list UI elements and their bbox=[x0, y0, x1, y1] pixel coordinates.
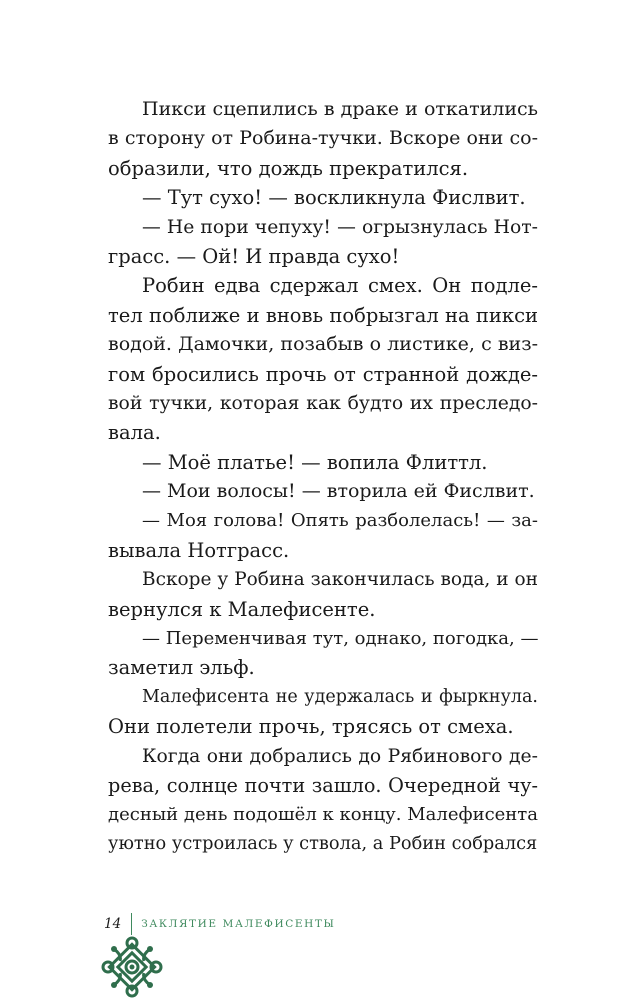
text-line: вой тучки, которая как будто их преследо- bbox=[108, 392, 538, 414]
text-line: — Мои волосы! — вторила ей Фислвит. bbox=[142, 480, 535, 503]
text-line: гом бросились прочь от странной дожде- bbox=[108, 362, 538, 386]
body-text bbox=[108, 95, 538, 859]
text-line: вернулся к Малефисенте. bbox=[108, 597, 376, 621]
text-line: в сторону от Робина-тучки. Вскоре они со- bbox=[108, 127, 538, 150]
text-line: — Не пори чепуху! — огрызнулась Нот- bbox=[142, 216, 538, 238]
text-line: — Переменчивая тут, однако, погодка, — bbox=[142, 628, 539, 650]
text-line: рева, солнце почти зашло. Очередной чу- bbox=[108, 773, 538, 797]
page-number: 14 bbox=[104, 916, 122, 932]
celtic-knot-ornament-icon bbox=[100, 935, 164, 999]
text-line: заметил эльф. bbox=[108, 656, 255, 680]
text-line: десный день подошёл к концу. Малефисента bbox=[108, 804, 538, 826]
text-line: Робин едва сдержал смех. Он подле- bbox=[142, 274, 538, 298]
text-line: — Тут сухо! — воскликнула Фислвит. bbox=[142, 186, 526, 210]
footer-divider bbox=[131, 913, 132, 935]
text-line: Малефисента не удержалась и фыркнула. bbox=[142, 686, 538, 707]
text-line: Когда они добрались до Рябинового де- bbox=[142, 745, 538, 767]
text-line: грасс. — Ой! И правда сухо! bbox=[108, 244, 400, 268]
text-line: Они полетели прочь, трясясь от смеха. bbox=[108, 715, 514, 739]
text-line: Вскоре у Робина закончилась вода, и он bbox=[142, 569, 538, 591]
running-title: ЗАКЛЯТИЕ МАЛЕФИСЕНТЫ bbox=[141, 918, 336, 930]
text-line: Пикси сцепились в драке и откатились bbox=[142, 98, 538, 120]
text-line: водой. Дамочки, позабыв о листике, с виз- bbox=[108, 333, 538, 356]
page-footer bbox=[104, 914, 335, 934]
text-line: уютно устроилась у ствола, а Робин собрался bbox=[108, 833, 538, 854]
text-line: вала. bbox=[108, 421, 161, 445]
text-line: — Моё платье! — вопила Флиттл. bbox=[142, 450, 488, 474]
text-line: образили, что дождь прекратился. bbox=[108, 156, 469, 180]
text-line: тел поближе и вновь побрызгал на пикси bbox=[108, 303, 538, 327]
text-line: вывала Нотграсс. bbox=[108, 538, 290, 562]
text-line: — Моя голова! Опять разболелась! — за- bbox=[142, 510, 538, 532]
